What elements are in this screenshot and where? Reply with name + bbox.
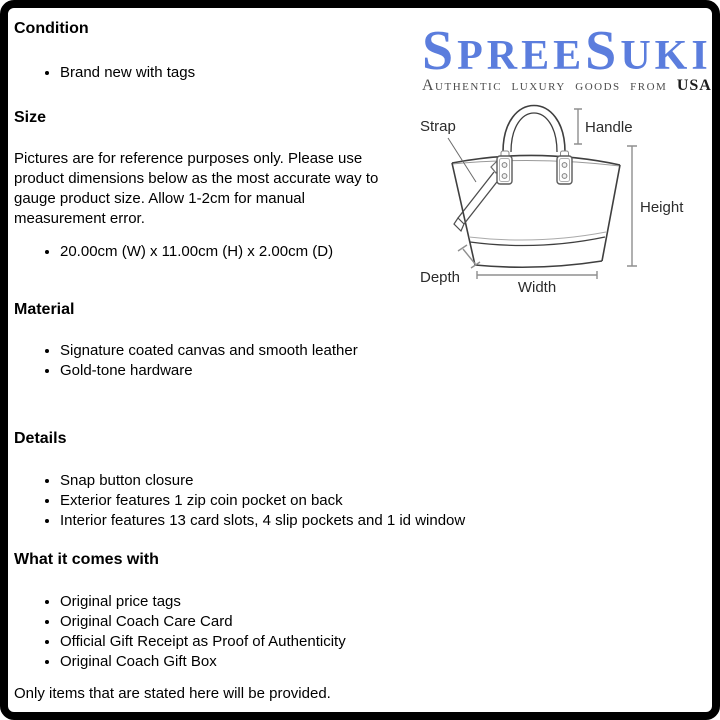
diagram-label-width: Width <box>517 279 557 296</box>
section-heading-condition: Condition <box>14 20 89 37</box>
brand-logo-letters: PREE <box>457 33 586 79</box>
bag-measurement-diagram <box>410 98 712 298</box>
bag-handle-inner <box>511 113 557 152</box>
bag-base-seam <box>470 237 605 246</box>
tab-rivet <box>562 163 567 168</box>
list-item: • Original price tags <box>60 592 712 612</box>
tab-rivet <box>562 174 567 179</box>
section-heading-what-it-comes-with: What it comes with <box>14 551 159 568</box>
diagram-label-depth: Depth <box>420 269 461 286</box>
brand-and-diagram-block <box>410 20 712 298</box>
list-item: • Original Coach Care Card <box>60 612 712 632</box>
footer-note: Only items that are stated here will be provided. <box>14 685 331 702</box>
details-list <box>14 471 712 531</box>
bag-base-seam-light <box>469 232 606 240</box>
material-list <box>14 341 712 381</box>
brand-logo-letter: S <box>585 20 621 82</box>
depth-measure-line <box>458 245 480 268</box>
size-note-line: measurement error. <box>14 210 145 227</box>
size-note-line: Pictures are for reference purposes only. Please use <box>14 150 363 167</box>
what-it-comes-with-list <box>14 592 712 672</box>
diagram-label-strap: Strap <box>420 118 456 135</box>
brand-logo-letter: S <box>422 20 458 82</box>
list-item: • Brand new with tags <box>60 63 712 83</box>
strap-foot <box>454 218 464 231</box>
list-item: • Exterior features 1 zip coin pocket on back <box>60 491 712 511</box>
size-note-line: product dimensions below as the most accurate way to <box>14 170 379 187</box>
list-item: • Original Coach Gift Box <box>60 652 712 672</box>
list-item: • Gold-tone hardware <box>60 361 712 381</box>
diagram-label-handle: Handle <box>585 119 633 136</box>
list-item: • Snap button closure <box>60 471 712 491</box>
bag-top-binding <box>452 160 620 166</box>
brand-logo-letters: UKI <box>620 33 712 79</box>
diagram-label-height: Height <box>640 199 684 216</box>
bag-right-side <box>602 165 620 261</box>
section-heading-material: Material <box>14 301 75 318</box>
width-measure-line <box>477 271 597 279</box>
list-item: • Official Gift Receipt as Proof of Authenticity <box>60 632 712 652</box>
height-measure-line <box>627 146 637 266</box>
tab-rivet <box>502 174 507 179</box>
description-content <box>8 20 712 704</box>
bag-bottom-edge <box>475 261 602 267</box>
section-heading-details: Details <box>14 430 67 447</box>
list-item: • Interior features 13 card slots, 4 slip pockets and 1 id window <box>60 511 712 531</box>
list-item: • Signature coated canvas and smooth leather <box>60 341 712 361</box>
section-heading-size: Size <box>14 109 47 126</box>
list-item: • 20.00cm (W) x 11.00cm (H) x 2.00cm (D) <box>60 242 712 262</box>
tab-rivet <box>502 163 507 168</box>
handle-measure-line <box>574 109 582 144</box>
tagline-accent: USA <box>676 77 712 94</box>
size-note-line: gauge product size. Allow 1-2cm for manual <box>14 190 305 207</box>
brand-tagline <box>410 78 712 94</box>
tagline-text: Authentic luxury goods from <box>422 77 668 94</box>
brand-logo <box>410 20 712 82</box>
